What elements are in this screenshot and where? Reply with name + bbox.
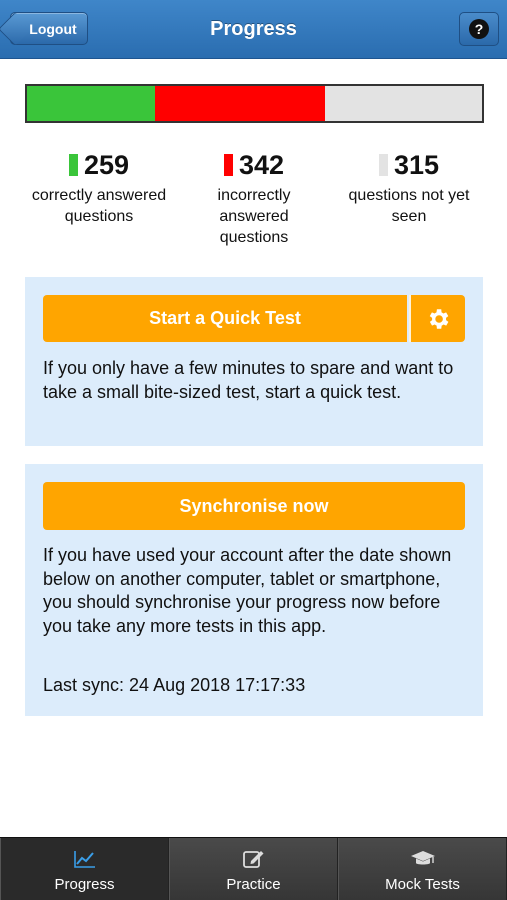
stat-unseen (329, 148, 489, 227)
incorrect-label: incorrectly answered questions (217, 187, 291, 246)
quick-test-description: If you only have a few minutes to spare and want to take a small bite-sized test, start a quick test. (43, 358, 454, 402)
correct-swatch (69, 154, 78, 176)
sync-description: If you have used your account after the date shown below on another computer, tablet or smartphone, you should synchronise your progress now before you take any more tests in this app. (43, 545, 452, 636)
unseen-label: questions not yet seen (348, 187, 470, 225)
header-bar (0, 0, 507, 59)
progress-incorrect-segment (155, 86, 325, 121)
correct-label: correctly answered questions (31, 187, 167, 225)
progress-unseen-segment (325, 86, 482, 121)
quick-test-panel (25, 277, 483, 446)
incorrect-count: 342 (238, 149, 285, 180)
progress-bar (25, 84, 484, 123)
correct-count: 259 (83, 149, 130, 180)
unseen-count: 315 (393, 149, 440, 180)
stat-correct (19, 148, 179, 227)
tab-practice[interactable] (169, 838, 338, 900)
quick-test-settings-button[interactable] (409, 295, 465, 342)
logout-button[interactable] (10, 12, 88, 45)
progress-correct-segment (27, 86, 155, 121)
synchronise-button[interactable]: Synchronise now (43, 482, 465, 530)
tab-progress[interactable] (0, 838, 169, 900)
tab-mock-tests-label: Mock Tests (385, 875, 460, 893)
stat-incorrect (174, 148, 334, 248)
edit-icon (242, 846, 266, 872)
stats-row (0, 148, 507, 248)
last-sync-text: Last sync: 24 Aug 2018 17:17:33 (43, 675, 306, 695)
chart-icon (73, 846, 97, 872)
graduation-cap-icon (410, 846, 436, 872)
gear-icon (425, 306, 451, 332)
tab-bar (0, 837, 507, 900)
tab-practice-label: Practice (226, 875, 281, 893)
help-button[interactable] (459, 12, 499, 46)
page-title: Progress (210, 18, 297, 40)
incorrect-swatch (224, 154, 233, 176)
sync-panel (25, 464, 483, 716)
tab-mock-tests[interactable] (338, 838, 507, 900)
start-quick-test-button[interactable]: Start a Quick Test (43, 295, 407, 342)
help-icon: ? (469, 19, 489, 39)
tab-progress-label: Progress (54, 875, 115, 893)
logout-label: Logout (29, 20, 77, 37)
unseen-swatch (379, 154, 388, 176)
